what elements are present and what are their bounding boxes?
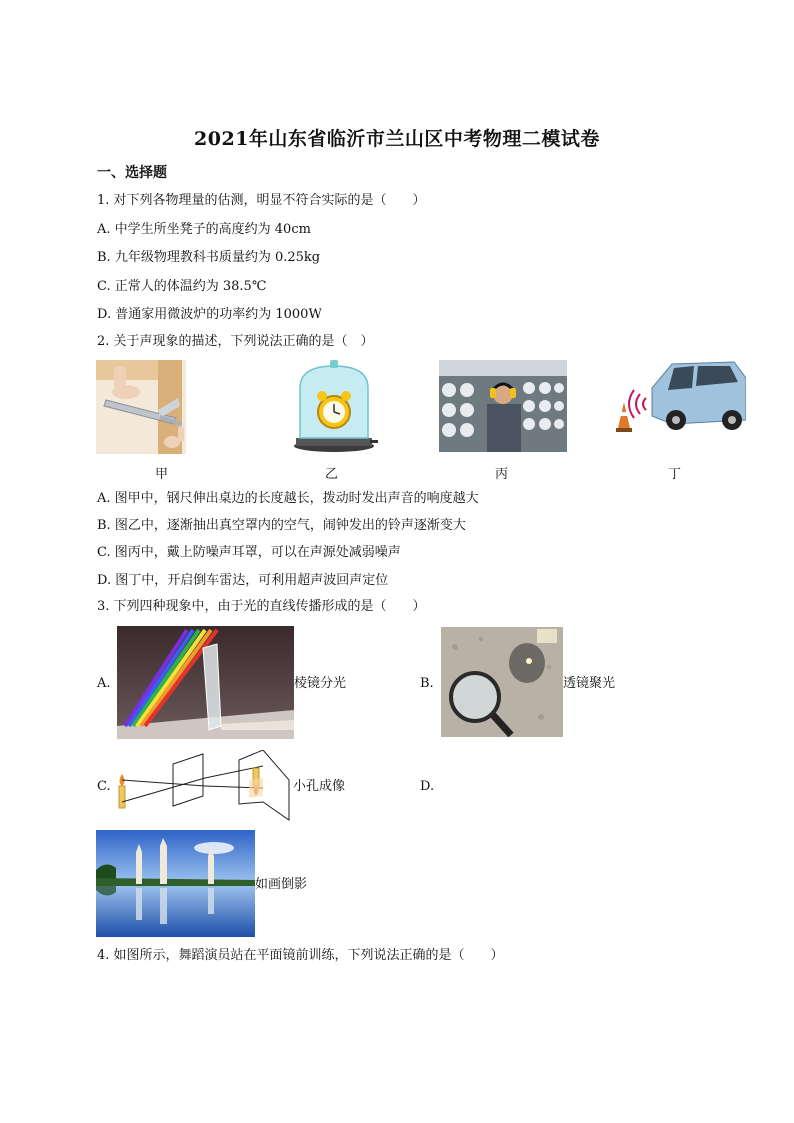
- section-heading: 一、选择题: [97, 165, 167, 181]
- question-2-option-b: B. 图乙中，逐渐抽出真空罩内的空气，闹钟发出的铃声逐渐变大: [97, 518, 466, 533]
- question-3-stem: 3. 下列四种现象中，由于光的直线传播形成的是（ ）: [97, 599, 426, 614]
- figure-caption-yi: 乙: [325, 467, 339, 482]
- magnifier-focus-image: [441, 627, 563, 737]
- question-1-option-a: A. 中学生所坐凳子的高度约为 40cm: [97, 222, 311, 237]
- question-2-option-a: A. 图甲中，钢尺伸出桌边的长度越长，拨动时发出声音的响度越大: [97, 491, 479, 506]
- pinhole-camera-diagram: [113, 750, 293, 822]
- page-title: 2021年山东省临沂市兰山区中考物理二模试卷: [194, 128, 600, 150]
- factory-earmuffs-image: [439, 360, 567, 452]
- question-3-option-a-label: 棱镜分光: [294, 676, 347, 691]
- question-2-option-c: C. 图丙中，戴上防噪声耳罩，可以在声源处减弱噪声: [97, 545, 401, 560]
- question-3-option-b-letter: B.: [420, 676, 434, 691]
- question-2-option-d: D. 图丁中，开启倒车雷达，可利用超声波回声定位: [97, 573, 389, 588]
- question-3-option-b-label: 透镜聚光: [563, 676, 616, 691]
- pagoda-reflection-image: [96, 830, 255, 937]
- ruler-table-image: [96, 360, 186, 454]
- figure-caption-bing: 丙: [495, 467, 509, 482]
- question-4-stem: 4. 如图所示，舞蹈演员站在平面镜前训练，下列说法正确的是（ ）: [97, 948, 504, 963]
- bell-jar-clock-image: [290, 358, 380, 456]
- question-1-stem: 1. 对下列各物理量的估测，明显不符合实际的是（ ）: [97, 193, 426, 208]
- question-1-option-d: D. 普通家用微波炉的功率约为 1000W: [97, 307, 322, 322]
- question-3-option-c-letter: C.: [97, 779, 111, 794]
- question-3-option-d-label: 如画倒影: [255, 877, 308, 892]
- figure-caption-ding: 丁: [668, 467, 682, 482]
- question-3-option-d-letter: D.: [420, 779, 435, 794]
- car-reversing-radar-image: [612, 358, 746, 438]
- question-1-option-b: B. 九年级物理教科书质量约为 0.25kg: [97, 250, 321, 265]
- question-2-stem: 2. 关于声现象的描述，下列说法正确的是（ ）: [97, 334, 374, 349]
- question-1-option-c: C. 正常人的体温约为 38.5℃: [97, 279, 267, 294]
- question-3-option-a-letter: A.: [97, 676, 111, 691]
- prism-dispersion-image: [117, 626, 294, 739]
- figure-caption-jia: 甲: [155, 467, 169, 482]
- question-3-option-c-label: 小孔成像: [293, 779, 346, 794]
